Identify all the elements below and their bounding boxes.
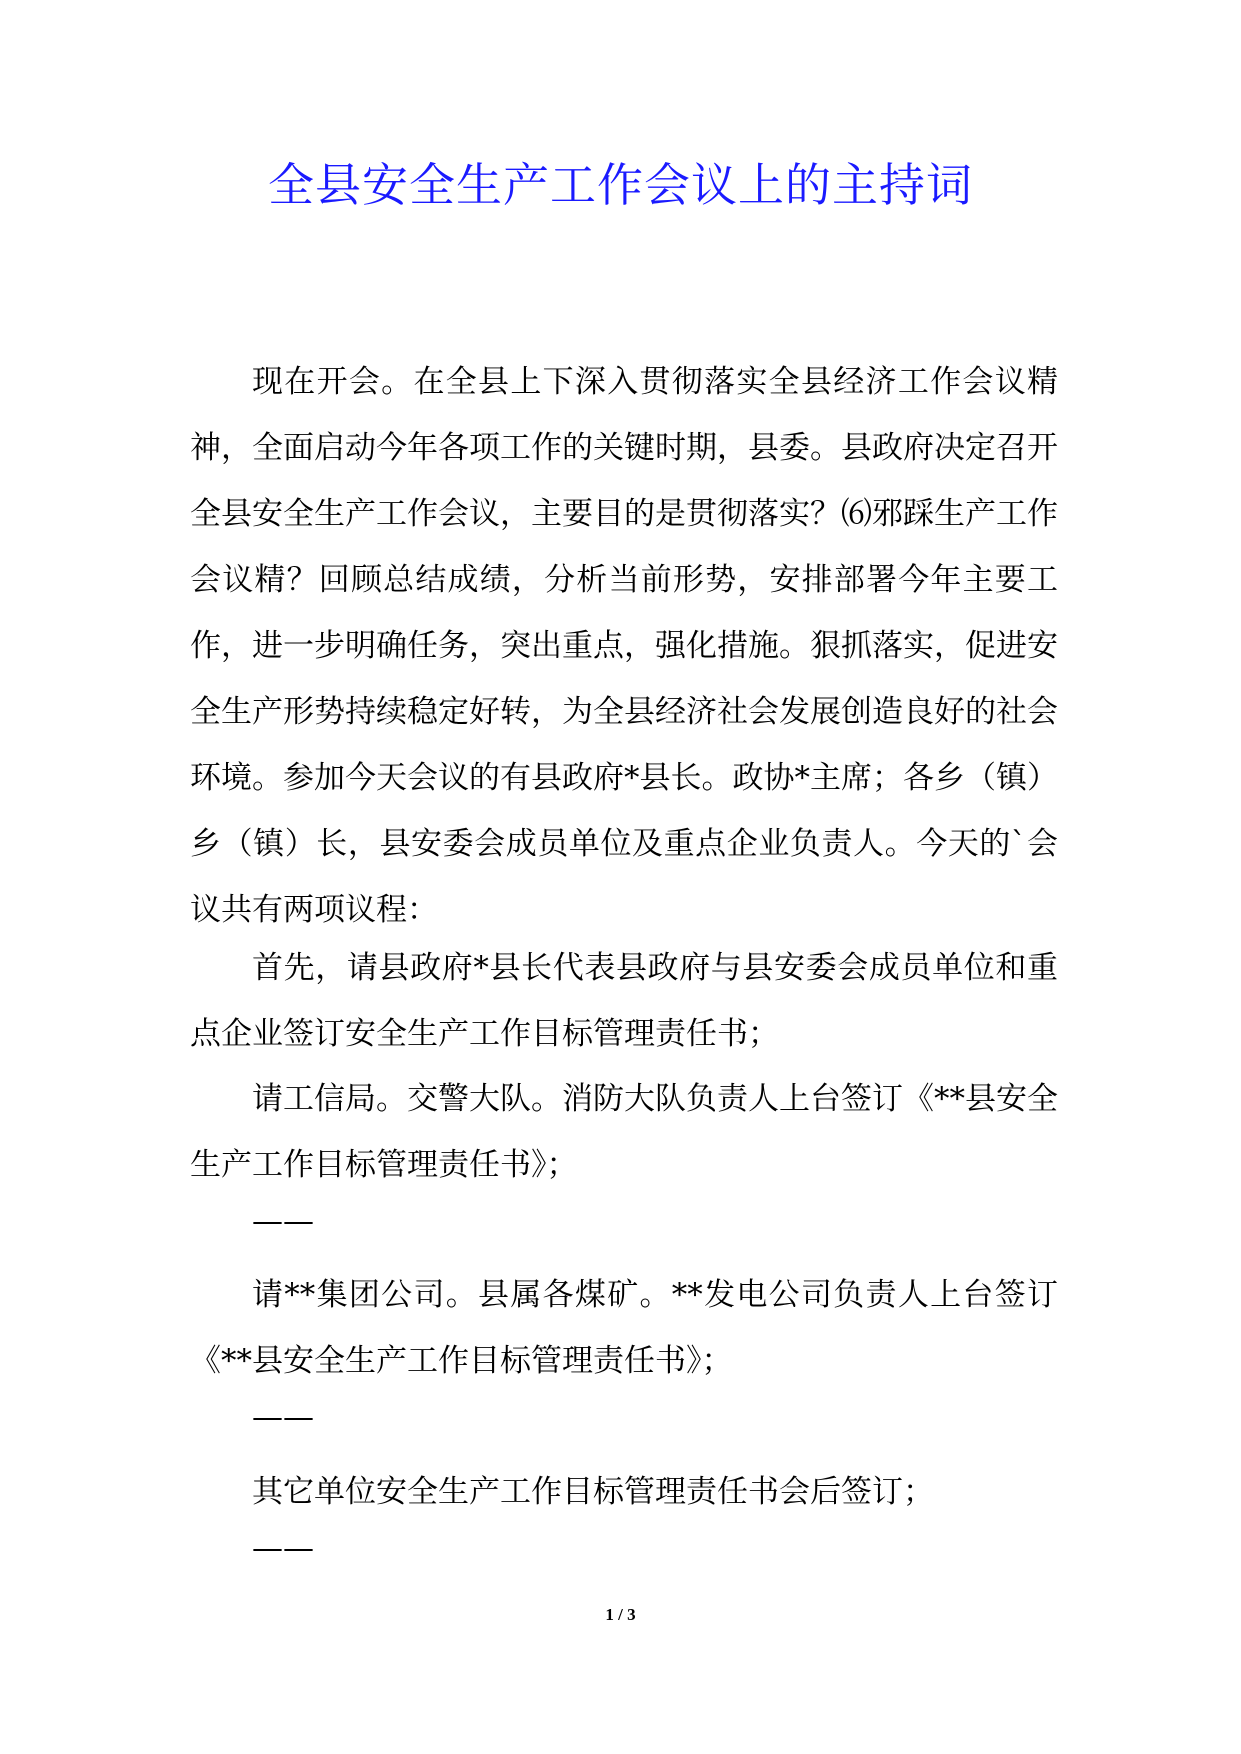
paragraph-opening: 现在开会。在全县上下深入贯彻落实全县经济工作会议精神，全面启动今年各项工作的关键时期，县委。县政府决定召开全县安全生产工作会议，主要目的是贯彻落实？⑹邪踩生产工作会议精？回顾总结成绩，分析当前形势，安排部署今年主要工作，进一步明确任务，突出重点，强化措施。狠抓落实，促进安全生产形势持续稳定好转，为全县经济社会发展创造良好的社会环境。参加今天会议的有县政府*县长。政协*主席；各乡（镇）乡（镇）长，县安委会成员单位及重点企业负责人。今天的`会议共有两项议程： (190, 364, 1058, 928)
dash-separator: —— (252, 1399, 314, 1435)
paragraph-other-units: 其它单位安全生产工作目标管理责任书会后签订； (252, 1474, 934, 1510)
paragraph-agenda-first: 首先，请县政府*县长代表县政府与县安委会成员单位和重点企业签订安全生产工作目标管理责任书； (190, 950, 1058, 1052)
dash-separator: —— (252, 1530, 314, 1566)
paragraph-signing-group-1: 请工信局。交警大队。消防大队负责人上台签订《**县安全生产工作目标管理责任书》； (190, 1081, 1058, 1183)
paragraph-signing-group-2: 请**集团公司。县属各煤矿。**发电公司负责人上台签订《**县安全生产工作目标管理责任书》； (190, 1277, 1058, 1379)
document-title: 全县安全生产工作会议上的主持词 (268, 158, 973, 212)
dash-separator: —— (252, 1203, 314, 1239)
page-number: 1 / 3 (605, 1605, 636, 1624)
